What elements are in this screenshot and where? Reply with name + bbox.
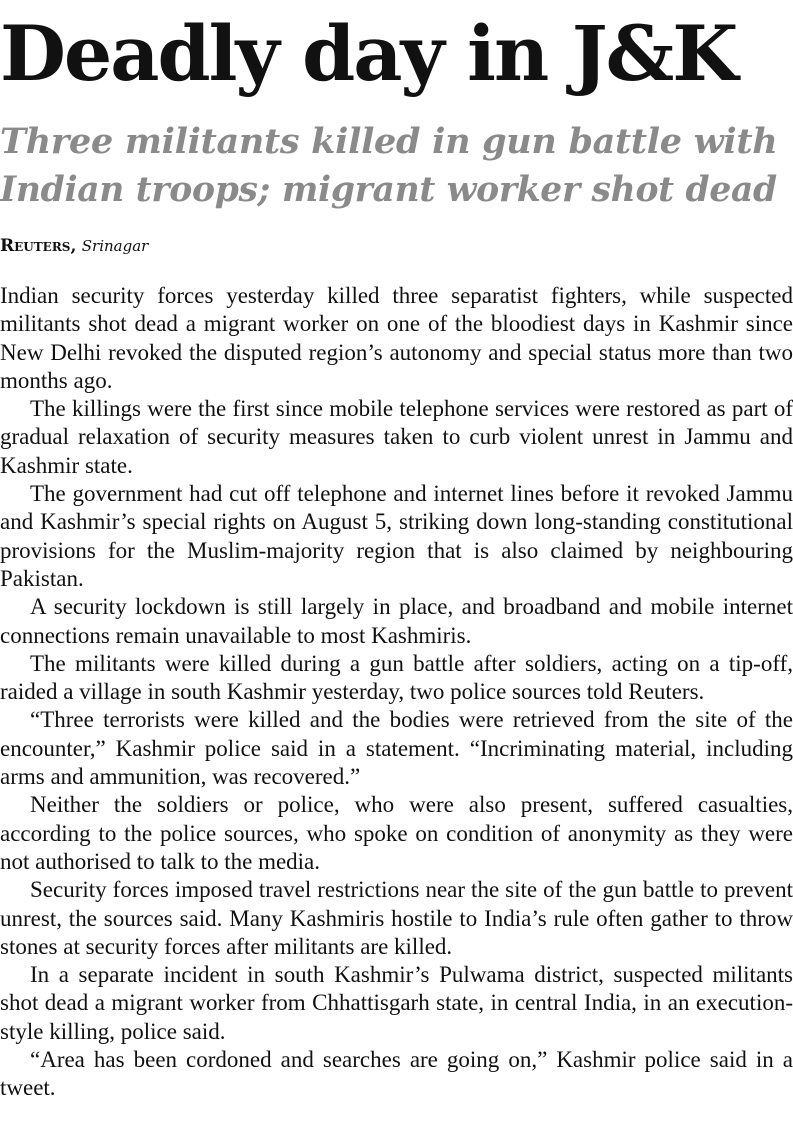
article-paragraph: The militants were killed during a gun battle after soldiers, acting on a tip-off, raided a village in south Kashmir yesterday, two police sources told Reuters. <box>0 650 793 705</box>
article-paragraph: Neither the soldiers or police, who were also present, suffered casualties, according to the police sources, who spoke on condition of anonymity as they were not authorised to talk to the media. <box>0 792 793 874</box>
article-paragraph: A security lockdown is still largely in place, and broadband and mobile internet connections remain unavailable to most Kashmiris. <box>0 594 793 648</box>
article-body <box>0 282 793 1103</box>
byline-location: Srinagar <box>81 237 149 255</box>
article-paragraph: The government had cut off telephone and internet lines before it revoked Jammu and Kashmir’s special rights on August 5, striking down long-standing constitutional provisions for the Muslim-majority region that is also claimed by neighbouring Pakistan. <box>0 481 793 591</box>
byline-agency: Reuters, <box>0 236 77 256</box>
article-paragraph: “Area has been cordoned and searches are going on,” Kashmir police said in a tweet. <box>0 1047 793 1101</box>
article-paragraph: The killings were the first since mobile telephone services were restored as part of gradual relaxation of security measures taken to curb violent unrest in Jammu and Kashmir state. <box>0 396 793 478</box>
byline <box>0 232 148 260</box>
subheadline <box>0 118 793 214</box>
subheadline-line-1: Three militants killed in gun battle with <box>0 121 778 162</box>
headline: Deadly day in J&K <box>0 9 737 98</box>
article-paragraph: “Three terrorists were killed and the bodies were retrieved from the site of the encounter,” Kashmir police said in a statement. “Incriminating material, including arms and ammunition, was recovered.” <box>0 707 793 790</box>
subheadline-line-2: Indian troops; migrant worker shot dead <box>0 170 777 210</box>
article-paragraph: In a separate incident in south Kashmir’s Pulwama district, suspected militants shot dead a migrant worker from Chhattisgarh state, in central India, in an execution-style killing, police said. <box>0 962 793 1044</box>
article-paragraph: Indian security forces yesterday killed three separatist fighters, while suspected militants shot dead a migrant worker on one of the bloodiest days in Kashmir since New Delhi revoked the disputed region’s autonomy and special status more than two months ago. <box>0 283 793 393</box>
article-paragraph: Security forces imposed travel restrictions near the site of the gun battle to prevent unrest, the sources said. Many Kashmiris hostile to India’s rule often gather to throw stones at security forces after militants are killed. <box>0 877 793 959</box>
